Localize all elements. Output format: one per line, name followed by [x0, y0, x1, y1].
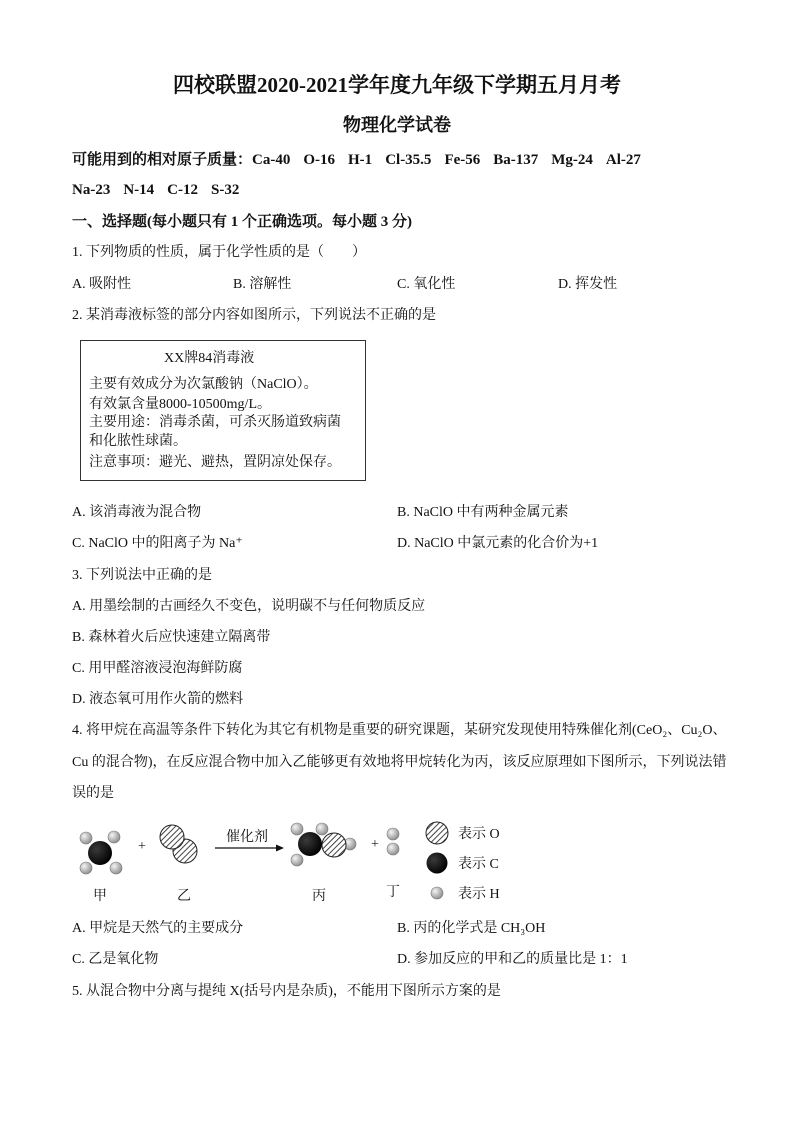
atomic-mass-item: Fe-56 — [444, 152, 481, 168]
oxygen-atom — [160, 825, 184, 849]
molecule-label-yi: 乙 — [177, 889, 191, 904]
atomic-mass-item: Cl-35.5 — [385, 152, 432, 168]
legend-carbon-text: 表示 C — [458, 857, 499, 872]
question-3-stem: 3. 下列说法中正确的是 — [72, 568, 212, 583]
molecule-label-ding: 丁 — [386, 885, 400, 900]
question-2-option-d: D. NaClO 中氯元素的化合价为+1 — [397, 536, 599, 551]
label-box-line: 主要有效成分为次氯酸钠（NaClO）。 — [89, 377, 318, 392]
hydrogen-molecule — [387, 828, 399, 855]
question-3-option-a: A. 用墨绘制的古画经久不变色，说明碳不与任何物质反应 — [72, 599, 426, 614]
question-4-stem-line: Cu 的混合物)，在反应混合物中加入乙能够更有效地将甲烷转化为丙，该反应原理如下图所示，下列说法错 — [72, 755, 727, 770]
question-1-option-c: C. 氧化性 — [397, 277, 456, 292]
question-1-option-d: D. 挥发性 — [558, 277, 618, 292]
catalyst-label: 催化剂 — [226, 830, 268, 845]
question-4-option-b: B. 丙的化学式是 CH₃OH — [397, 921, 546, 936]
atomic-mass-item: Na-23 — [72, 182, 111, 198]
atomic-mass-row-2 — [72, 180, 252, 200]
hydrogen-atom — [291, 854, 303, 866]
label-box-title: XX牌84消毒液 — [164, 351, 255, 366]
question-2-option-b: B. NaClO 中有两种金属元素 — [397, 505, 569, 520]
question-4-option-a: A. 甲烷是天然气的主要成分 — [72, 921, 244, 936]
plus-sign: + — [138, 839, 146, 854]
legend-carbon-symbol — [427, 853, 448, 874]
methanol-molecule — [291, 823, 356, 866]
atomic-mass-item: O-16 — [303, 152, 336, 168]
carbon-atom — [88, 841, 112, 865]
atomic-mass-row-1 — [72, 150, 654, 170]
molecule-label-bing: 丙 — [312, 889, 326, 904]
hydrogen-atom — [291, 823, 303, 835]
question-1-stem: 1. 下列物质的性质，属于化学性质的是（ ） — [72, 245, 366, 260]
molecule-label-jia: 甲 — [93, 889, 107, 904]
atomic-mass-item: N-14 — [123, 182, 155, 198]
question-3-option-c: C. 用甲醛溶液浸泡海鲜防腐 — [72, 661, 243, 676]
reaction-diagram — [60, 815, 540, 915]
legend-hydrogen-symbol — [431, 887, 443, 899]
hydrogen-atom — [387, 828, 399, 840]
atomic-mass-item: C-12 — [167, 182, 198, 198]
atomic-mass-item: Al-27 — [605, 152, 641, 168]
atomic-mass-item: Ba-137 — [493, 152, 539, 168]
legend-oxygen-symbol — [426, 822, 448, 844]
question-4-option-c: C. 乙是氧化物 — [72, 952, 159, 967]
question-1-option-a: A. 吸附性 — [72, 277, 132, 292]
atomic-mass-item: Mg-24 — [551, 152, 593, 168]
question-4-stem-line: 误的是 — [72, 786, 114, 801]
exam-title: 四校联盟2020-2021学年度九年级下学期五月月考 — [173, 73, 621, 97]
label-box-line: 注意事项：避光、避热，置阴凉处保存。 — [89, 455, 341, 470]
atomic-mass-label: 可能用到的相对原子质量： — [72, 152, 253, 168]
carbon-atom — [298, 832, 322, 856]
atomic-mass-item: H-1 — [348, 152, 373, 168]
reaction-arrow — [215, 845, 284, 852]
question-3-option-b: B. 森林着火后应快速建立隔离带 — [72, 630, 271, 645]
hydrogen-atom — [80, 832, 92, 844]
oxygen-atom — [322, 833, 346, 857]
question-1-option-b: B. 溶解性 — [233, 277, 292, 292]
hydrogen-atom — [110, 862, 122, 874]
exam-subtitle: 物理化学试卷 — [343, 115, 451, 135]
legend-oxygen-text: 表示 O — [458, 827, 500, 842]
question-2-stem: 2. 某消毒液标签的部分内容如图所示，下列说法不正确的是 — [72, 308, 436, 323]
hydrogen-atom — [316, 823, 328, 835]
question-2-option-a: A. 该消毒液为混合物 — [72, 505, 202, 520]
atomic-mass-item: S-32 — [210, 182, 240, 198]
label-box-line: 有效氯含量8000-10500mg/L。 — [89, 397, 271, 412]
legend-hydrogen-text: 表示 H — [458, 887, 500, 902]
atomic-mass-item: Ca-40 — [252, 152, 291, 168]
oxygen-molecule — [160, 825, 197, 863]
question-5-stem: 5. 从混合物中分离与提纯 X(括号内是杂质)，不能用下图所示方案的是 — [72, 984, 501, 999]
question-4-option-d: D. 参加反应的甲和乙的质量比是 1：1 — [397, 952, 628, 967]
disinfectant-label-box — [80, 340, 366, 481]
methane-molecule — [80, 831, 122, 874]
label-box-line: 主要用途：消毒杀菌，可杀灭肠道致病菌 — [89, 415, 341, 430]
question-3-option-d: D. 液态氧可用作火箭的燃料 — [72, 692, 244, 707]
plus-sign: + — [371, 837, 379, 852]
hydrogen-atom — [108, 831, 120, 843]
diagram-legend — [426, 822, 500, 902]
question-4-stem-line: 4. 将甲烷在高温等条件下转化为其它有机物是重要的研究课题，某研究发现使用特殊催化剂(CeO₂、Cu₂O、 — [72, 723, 727, 738]
section-title: 一、选择题(每小题只有 1 个正确选项。每小题 3 分) — [72, 214, 412, 230]
label-box-line: 和化脓性球菌。 — [89, 434, 187, 449]
hydrogen-atom — [387, 843, 399, 855]
question-2-option-c: C. NaClO 中的阳离子为 Na⁺ — [72, 536, 243, 551]
hydrogen-atom — [80, 862, 92, 874]
